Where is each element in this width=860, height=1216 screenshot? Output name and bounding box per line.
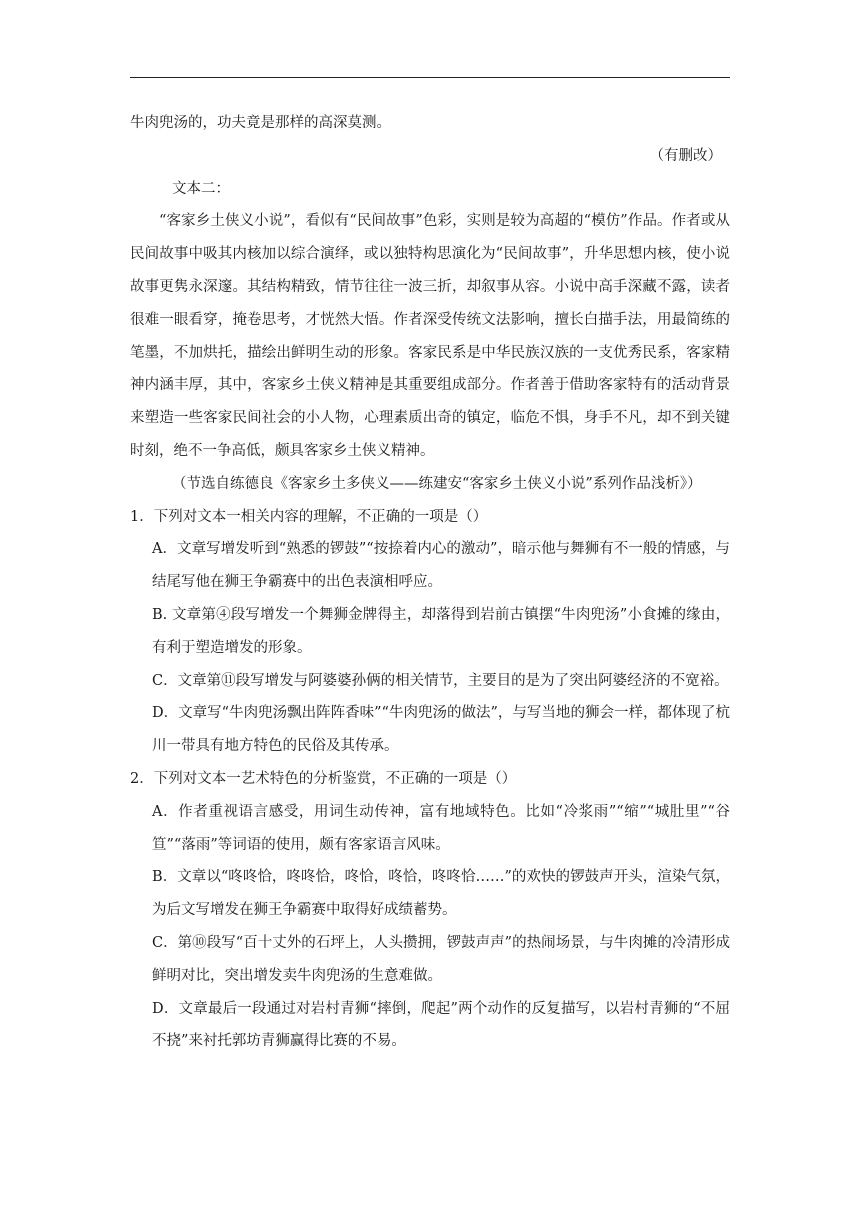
- question-1-option-b: B. 文章第④段写增发一个舞狮金牌得主，却落得到岩前古镇摆“牛肉兜汤”小食摊的缘由，有利于塑造增发的形象。: [152, 606, 730, 656]
- text2-paragraph: “客家乡土侠义小说”，看似有“民间故事”色彩，实则是较为高超的“模仿”作品。作者或从民间故事中吸其内核加以综合演绎，或以独特构思演化为“民间故事”，升华思想内核，使小说故事更隽永深邃。其结构精致，情节往往一波三折，却叙事从容。小说中高手深藏不露，读者很难一眼看穿，掩卷思考，才恍然大悟。作者深受传统文法影响，擅长白描手法，用最简练的笔墨，不加烘托，描绘出鲜明生动的形象。客家民系是中华民族汉族的一支优秀民系，客家精神内涵丰厚，其中，客家乡土侠义精神是其重要组成部分。作者善于借助客家特有的活动背景来塑造一些客家民间社会的小人物，心理素质出奇的镇定，临危不惧，身手不凡，却不到关键时刻，绝不一争高低，颇具客家乡土侠义精神。: [130, 213, 730, 459]
- question-2-option-a: A．作者重视语言感受，用词生动传神，富有地域特色。比如“冷浆雨”“缩”“城肚里”“谷笪”“落雨”等词语的使用，颇有客家语言风味。: [152, 803, 730, 853]
- text2-heading: 文本二：: [172, 180, 230, 197]
- question-1-option-a: A．文章写增发听到“熟悉的锣鼓”“按捺着内心的激动”，暗示他与舞狮有不一般的情感，与结尾写他在狮王争霸赛中的出色表演相呼应。: [152, 541, 730, 591]
- question-2-option-d: D．文章最后一段通过对岩村青狮“摔倒，爬起”两个动作的反复描写，以岩村青狮的“不屈不挠”来衬托郭坊青狮赢得比赛的不易。: [152, 1000, 730, 1050]
- edit-note: （有删改）: [649, 147, 722, 164]
- question-2-option-c: C．第⑩段写“百十丈外的石坪上，人头攒拥，锣鼓声声”的热闹场景，与牛肉摊的冷清形成鲜明对比，突出增发卖牛肉兜汤的生意难做。: [152, 934, 730, 984]
- question-2-stem: 2．下列对文本一艺术特色的分析鉴赏，不正确的一项是（）: [130, 770, 517, 787]
- header-rule: [130, 77, 730, 78]
- question-1-option-d: D．文章写“牛肉兜汤飘出阵阵香味”“牛肉兜汤的做法”，与写当地的狮会一样，都体现了杭川一带具有地方特色的民俗及其传承。: [152, 705, 730, 755]
- question-1-option-c: C．文章第⑪段写增发与阿婆婆孙俩的相关情节，主要目的是为了突出阿婆经济的不宽裕。: [152, 672, 729, 689]
- text2-source: （节选自练德良《客家乡土多侠义——练建安“客家乡土侠义小说”系列作品浅析》）: [172, 475, 702, 492]
- document-body: [130, 107, 730, 1058]
- question-1-stem: 1．下列对文本一相关内容的理解，不正确的一项是（）: [130, 508, 488, 525]
- question-2-option-b: B．文章以“咚咚恰，咚咚恰，咚恰，咚恰，咚咚恰……”的欢快的锣鼓声开头，渲染气氛，为后文写增发在狮王争霸赛中取得好成绩蓄势。: [152, 869, 730, 919]
- question-1: [130, 501, 730, 763]
- text1-closing-line: 牛肉兜汤的，功夫竟是那样的高深莫测。: [130, 115, 391, 131]
- question-2: [130, 763, 730, 1058]
